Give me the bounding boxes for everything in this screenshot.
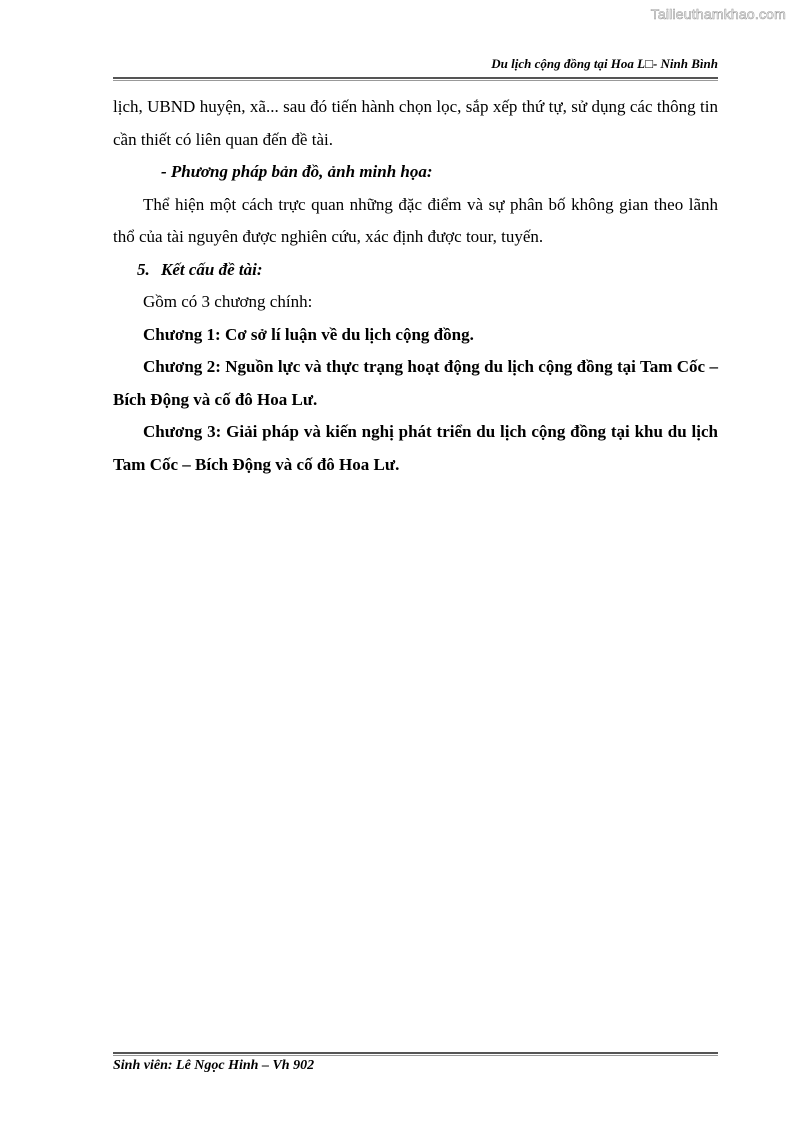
chapter-3: Chương 3: Giải pháp và kiến nghị phát triển du lịch cộng đồng tại khu du lịch Tam Cốc – Bích Động và cố đô Hoa Lư. [113,422,718,474]
chapter-2: Chương 2: Nguồn lực và thực trạng hoạt động du lịch cộng đồng tại Tam Cốc – Bích Động và cố đô Hoa Lư. [113,357,718,409]
header-rule-thin [113,80,718,81]
page-body [113,91,718,481]
section-5-number: 5. [137,259,150,279]
section-5-title: Kết cấu đề tài: [161,259,263,279]
method-heading: - Phương pháp bản đồ, ảnh minh họa: [161,162,433,181]
chapter-1: Chương 1: Cơ sở lí luận về du lịch cộng đồng. [143,324,474,344]
page-header-title: Du lịch cộng đồng tại Hoa L□- Ninh Bình [491,56,718,71]
footer-rule [113,1052,718,1054]
paragraph-method: Thể hiện một cách trực quan những đặc điểm và sự phân bố không gian theo lãnh thổ của tài nguyên được nghiên cứu, xác định được tour, tuyến. [113,194,718,246]
header-rule [113,77,718,79]
watermark: Tailieuthamkhao.com [650,6,786,22]
paragraph-sources: lịch, UBND huyện, xã... sau đó tiến hành chọn lọc, sắp xếp thứ tự, sử dụng các thông tin cần thiết có liên quan đến đề tài. [113,97,718,149]
page-footer-student: Sinh viên: Lê Ngọc Hinh – Vh 902 [113,1058,315,1073]
section-5-heading [113,254,718,287]
footer-rule-thin [113,1055,718,1056]
paragraph-chapters-intro: Gồm có 3 chương chính: [143,292,313,311]
